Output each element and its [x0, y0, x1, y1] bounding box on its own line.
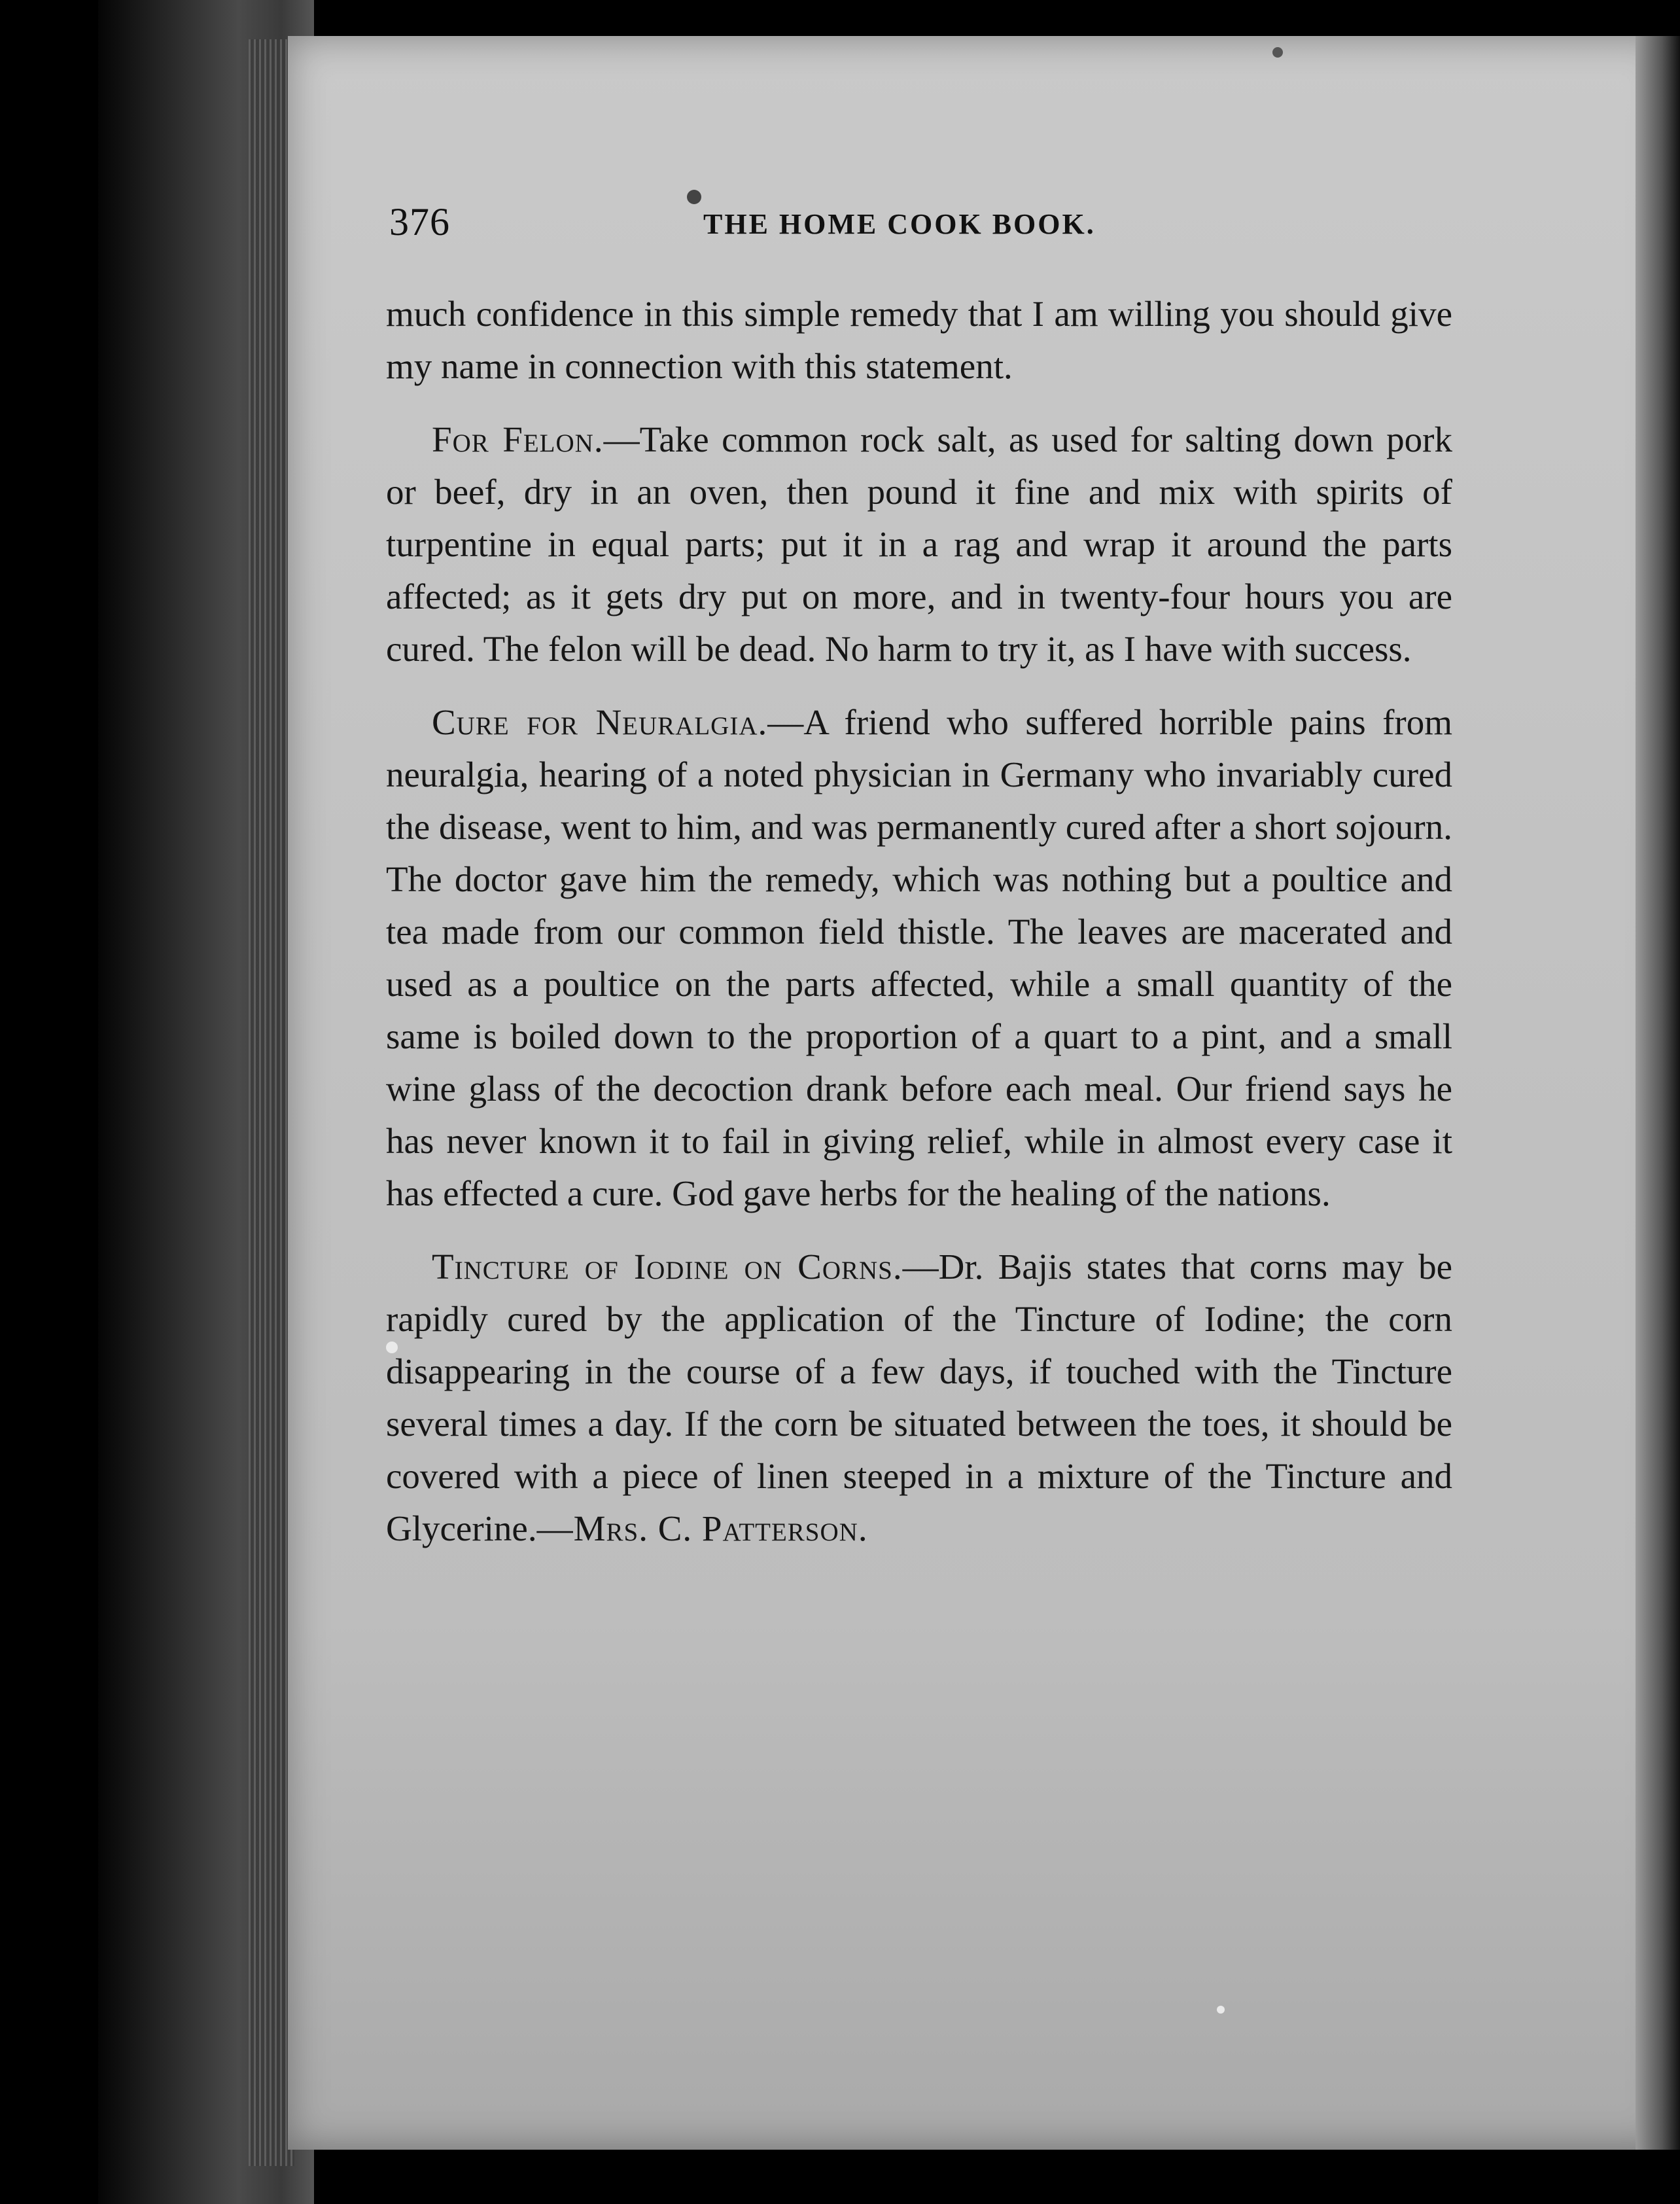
page-number: 376 — [389, 200, 450, 243]
paragraph-continued — [386, 288, 1452, 393]
page-speck — [1272, 47, 1283, 58]
running-title: THE HOME COOK BOOK. — [703, 208, 1096, 240]
paragraph-cure-for-neuralgia — [386, 696, 1452, 1220]
paragraph-tincture-of-iodine — [386, 1241, 1452, 1555]
page-fold-shadow — [1636, 36, 1680, 2150]
paragraph-text: —Take common rock salt, as used for salting down pork or beef, dry in an oven, then pound it fine and mix with spirits of turpentine in equal parts; put it in a rag and wrap it around the parts affected; as it gets dry put on more, and in twenty-four hours you are cured. The felon will be dead. No harm to try it, as I have with success. — [386, 419, 1452, 669]
page-body — [386, 288, 1452, 1576]
running-header — [389, 200, 1449, 252]
paragraph-text: much confidence in this simple remedy that I am willing you should give my name in connection with this statement. — [386, 294, 1452, 386]
signature: —Mrs. C. Patterson. — [536, 1508, 868, 1548]
paragraph-heading: Tincture of Iodine on Corns. — [432, 1247, 903, 1287]
paragraph-heading: Cure for Neuralgia. — [432, 702, 768, 742]
paragraph-text: —A friend who suffered horrible pains from neuralgia, hearing of a noted physician in Germany who invariably cured the disease, went to him, and was permanently cured after a short sojourn. The doctor gave him the remedy, which was nothing but a poultice and tea made from our common field thistle. The leaves are macerated and used as a poultice on the parts affected, while a small quantity of the same is boiled down to the proportion of a quart to a pint, and a small wine glass of the decoction drank before each meal. Our friend says he has never known it to fail in giving relief, while in almost every case it has effected a cure. God gave herbs for the healing of the nations. — [386, 702, 1452, 1213]
page-speck — [1217, 2006, 1225, 2014]
paragraph-heading: For Felon. — [432, 419, 604, 459]
paragraph-text: —Dr. Bajis states that corns may be rapidly cured by the application of the Tincture of Iodine; the corn disappearing in the course of a few days, if touched with the Tincture several times a day. If the corn be situated between the toes, it should be covered with a piece of linen steeped in a mixture of the Tincture and Glycerine. — [386, 1247, 1452, 1548]
paragraph-for-felon — [386, 414, 1452, 675]
